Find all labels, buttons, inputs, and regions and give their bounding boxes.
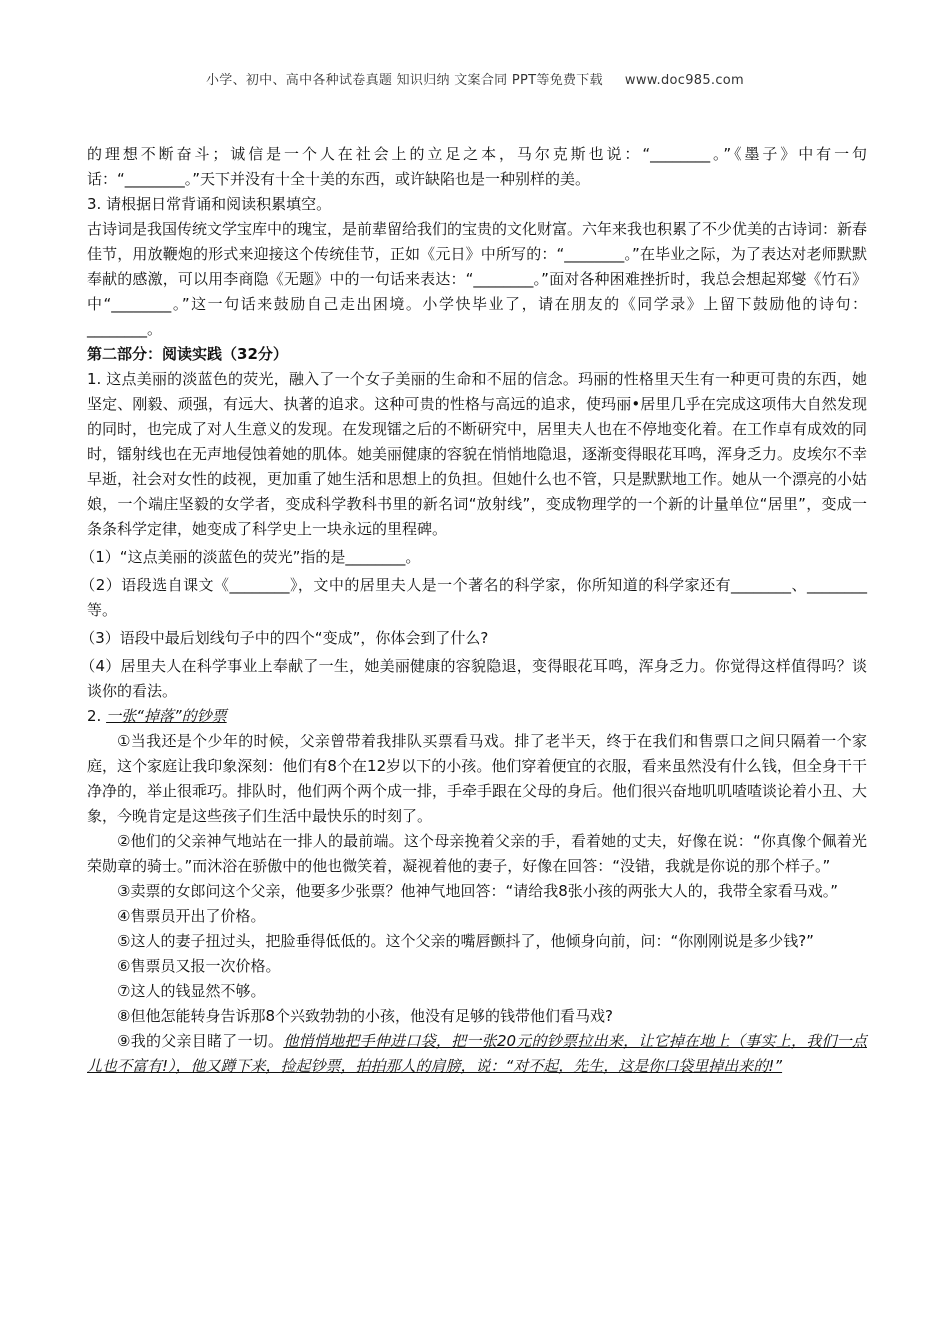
sub-question-4: （4）居里夫人在科学事业上奉献了一生，她美丽健康的容貌隐退，变得眼花耳鸣，浑身乏力。你觉得这样值得吗？谈谈你的看法。 (80, 657, 867, 700)
paragraph-5: ⑤这人的妻子扭过头，把脸垂得低低的。这个父亲的嘴唇颤抖了，他倾身向前，问：“你刚刚说是多少钱?” (117, 932, 814, 950)
paragraph-4: ④售票员开出了价格。 (117, 907, 266, 925)
document-body (80, 142, 868, 1079)
reading-2-heading (87, 704, 867, 729)
sub-question-3: （3）语段中最后划线句子中的四个“变成”，你体会到了什么? (80, 629, 489, 647)
paragraph-3: ③卖票的女郎问这个父亲，他要多少张票？他神气地回答：“请给我8张小孩的两张大人的，我带全家看马戏。” (117, 882, 839, 900)
paragraph-6: ⑥售票员又报一次价格。 (117, 957, 281, 975)
paragraph-9 (87, 1029, 867, 1079)
header-site-link[interactable]: www.doc985.com (624, 73, 745, 88)
paragraph-9-underlined: 他悄悄地把手伸进口袋，把一张20元的钞票拉出来，让它掉在地上（事实上，我们一点儿也不富有!），他又蹲下来，捡起钞票，拍拍那人的肩膀，说：“对不起，先生，这是你口袋里掉出来的!” (87, 1032, 868, 1075)
header-text: 小学、初中、高中各种试卷真题 知识归纳 文案合同 PPT等免费下载 (205, 73, 603, 88)
reading-1-passage: 1. 这点美丽的淡蓝色的荧光，融入了一个女子美丽的生命和不屈的信念。玛丽的性格里天生有一种更可贵的东西，她坚定、刚毅、顽强，有远大、执著的追求。这种可贵的性格与高远的追求，使玛丽•居里几乎在完成这项伟大自然发现的同时，也完成了对人生意义的发现。在发现镭之后的不断研究中，居里夫人也在不停地变化着。在工作卓有成效的同时，镭射线也在无声地侵蚀着她的肌体。她美丽健康的容貌在悄悄地隐退，逐渐变得眼花耳鸣，浑身乏力。皮埃尔不幸早逝，社会对女性的歧视，更加重了她生活和思想上的负担。但她什么也不管，只是默默地工作。她从一个漂亮的小姑娘，一个端庄坚毅的女学者，变成科学教科书里的新名词“放射线”，变成物理学的一个新的计量单位“居里”，变成一条条科学定律，她变成了科学史上一块永远的里程碑。 (87, 370, 868, 538)
paragraph-9-lead: ⑨我的父亲目睹了一切。 (117, 1032, 284, 1050)
paragraph-1: ①当我还是个少年的时候，父亲曾带着我排队买票看马戏。排了老半天，终于在我们和售票口之间只隔着一个家庭，这个家庭让我印象深刻：他们有8个在12岁以下的小孩。他们穿着便宜的衣服，看来虽然没有什么钱，但全身干干净净的，举止很乖巧。排队时，他们两个两个成一排，手牵手跟在父母的身后。他们很兴奋地叽叽喳喳谈论着小丑、大象，今晚肯定是这些孩子们生活中最快乐的时刻了。 (87, 732, 868, 825)
sub-question-1: （1）“这点美丽的淡蓝色的荧光”指的是________。 (80, 548, 421, 566)
paragraph-8: ⑧但他怎能转身告诉那8个兴致勃勃的小孩，他没有足够的钱带他们看马戏? (117, 1007, 613, 1025)
text-line: 的理想不断奋斗；诚信是一个人在社会上的立足之本，马尔克斯也说：“________。”《墨子》中有一句话：“________。”天下并没有十全十美的东西，或许缺陷也是一种别样的美。 (87, 145, 867, 188)
question-3-body: 古诗词是我国传统文学宝库中的瑰宝，是前辈留给我们的宝贵的文化财富。六年来我也积累了不少优美的古诗词：新春佳节，用放鞭炮的形式来迎接这个传统佳节，正如《元日》中所写的：“________。”在毕业之际，为了表达对老师默默奉献的感激，可以用李商隐《无题》中的一句话来表达：“________。”面对各种困难挫折时，我总会想起郑燮《竹石》中“________。”这一句话来鼓励自己走出困境。小学快毕业了，请在朋友的《同学录》上留下鼓励他的诗句：________。 (87, 220, 868, 338)
question-3-heading: 3. 请根据日常背诵和阅读积累填空。 (87, 195, 332, 213)
paragraph-2: ②他们的父亲神气地站在一排人的最前端。这个母亲挽着父亲的手，看着她的丈夫，好像在说：“你真像个佩着光荣勋章的骑士。”而沐浴在骄傲中的他也微笑着，凝视着他的妻子，好像在回答：“没错，我就是你说的那个样子。” (87, 832, 867, 875)
paragraph-7: ⑦这人的钱显然不够。 (117, 982, 266, 1000)
reading-2-number: 2. (87, 707, 107, 725)
part-2-heading: 第二部分：阅读实践（32分） (87, 345, 288, 363)
reading-2-title: 一张“掉落”的钞票 (106, 707, 227, 725)
page-header (0, 69, 950, 88)
sub-question-2: （2）语段选自课文《________》，文中的居里夫人是一个著名的科学家，你所知道的科学家还有________、________等。 (80, 576, 867, 619)
